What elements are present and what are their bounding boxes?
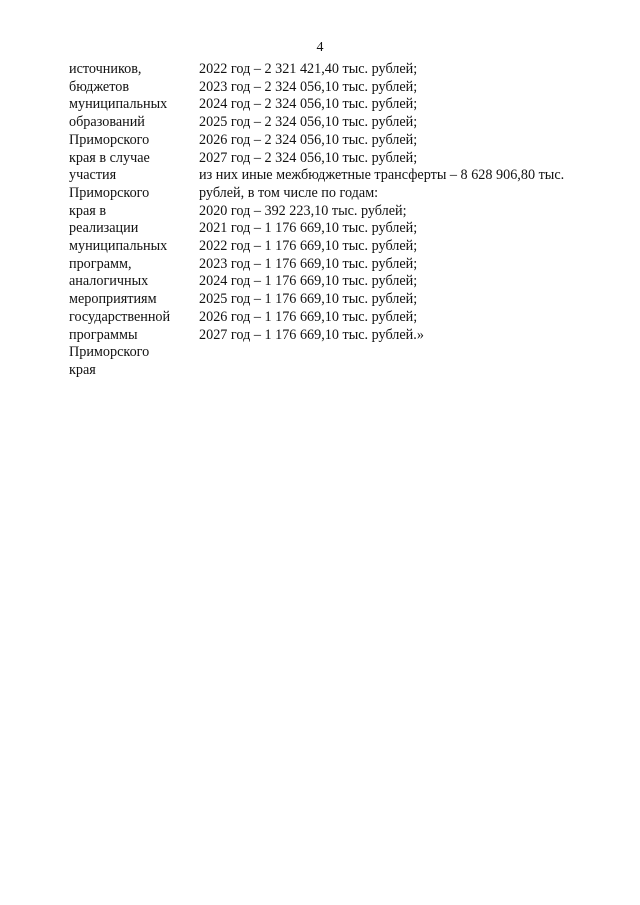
left-line: реализации: [69, 220, 139, 237]
amount-line: рублей, в том числе по годам:: [199, 184, 379, 201]
amount-line: 2027 год – 1 176 669,10 тыс. рублей.»: [199, 326, 424, 343]
amount-line: 2025 год – 2 324 056,10 тыс. рублей;: [199, 114, 418, 131]
left-line: бюджетов: [69, 78, 130, 95]
left-line: Приморского: [69, 344, 150, 361]
left-line: участия: [69, 167, 117, 184]
left-line: аналогичных: [69, 273, 149, 290]
left-line: муниципальных: [69, 96, 168, 113]
amount-line: 2025 год – 1 176 669,10 тыс. рублей;: [199, 291, 418, 308]
left-line: края: [69, 361, 96, 378]
amount-line: 2020 год – 392 223,10 тыс. рублей;: [199, 202, 407, 219]
left-line: Приморского: [69, 131, 150, 148]
left-line: образований: [69, 114, 145, 131]
amount-line: 2026 год – 1 176 669,10 тыс. рублей;: [199, 308, 418, 325]
amount-line: 2024 год – 1 176 669,10 тыс. рублей;: [199, 273, 418, 290]
amount-line: 2023 год – 1 176 669,10 тыс. рублей;: [199, 255, 418, 272]
amount-line: 2022 год – 1 176 669,10 тыс. рублей;: [199, 238, 418, 255]
amount-line: 2027 год – 2 324 056,10 тыс. рублей;: [199, 149, 418, 166]
amount-line: 2023 год – 2 324 056,10 тыс. рублей;: [199, 78, 418, 95]
amount-line: из них иные межбюджетные трансферты – 8 628 906,80 тыс.: [199, 167, 565, 184]
amount-line: 2021 год – 1 176 669,10 тыс. рублей;: [199, 220, 418, 237]
left-line: муниципальных: [69, 238, 168, 255]
left-line: Приморского: [69, 184, 150, 201]
left-line: источников,: [69, 61, 142, 77]
left-line: края в: [69, 202, 107, 219]
page-number: 4: [316, 40, 324, 55]
amount-line: 2022 год – 2 321 421,40 тыс. рублей;: [199, 61, 418, 77]
amount-line: 2026 год – 2 324 056,10 тыс. рублей;: [199, 131, 418, 148]
left-line: программ,: [69, 255, 132, 272]
amount-line: 2024 год – 2 324 056,10 тыс. рублей;: [199, 96, 418, 113]
left-line: программы: [69, 326, 138, 343]
left-line: края в случае: [69, 149, 150, 166]
left-line: государственной: [69, 308, 171, 325]
right-column-amounts: [199, 61, 609, 344]
left-column-label: [69, 61, 193, 380]
left-line: мероприятиям: [69, 291, 157, 308]
